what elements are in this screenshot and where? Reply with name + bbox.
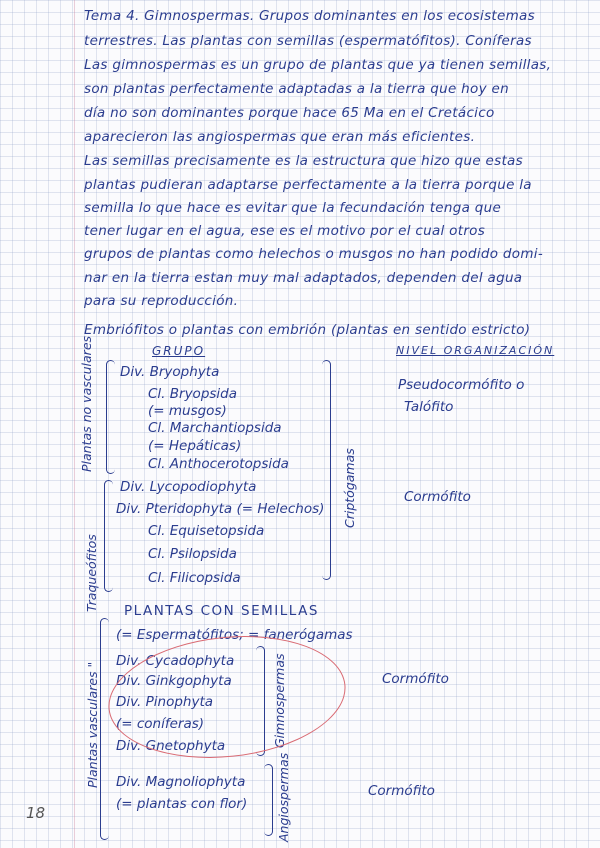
group-item: Div. Gnetophyta (116, 738, 226, 754)
group-item: (= plantas con flor) (116, 796, 248, 812)
text-line: semilla lo que hace es evitar que la fecundación tenga que (84, 200, 502, 216)
level-text: Pseudocormófito o (398, 377, 525, 393)
page-number: 18 (26, 804, 46, 822)
group-item: Cl. Equisetopsida (148, 523, 265, 539)
text-line: terrestres. Las plantas con semillas (espermatófitos). Coníferas (84, 33, 532, 49)
text-line: plantas pudieran adaptarse perfectamente a la tierra porque la (84, 177, 532, 193)
text-line: grupos de plantas como helechos o musgos no han podido domi- (84, 246, 543, 262)
group-item: Cl. Anthocerotopsida (148, 456, 289, 472)
label-traqueofitos: Traqueófitos (84, 534, 99, 612)
group-heading-semillas: PLANTAS CON SEMILLAS (124, 603, 319, 619)
text-line: tener lugar en el agua, ese es el motivo por el cual otros (84, 223, 486, 239)
text-line: nar en la tierra estan muy mal adaptados, dependen del agua (84, 270, 523, 286)
group-item: Cl. Psilopsida (148, 546, 237, 562)
group-item: Cl. Filicopsida (148, 570, 241, 586)
label-plantas-no-vasculares: Plantas no vasculares (79, 335, 94, 472)
group-item: (= Espermatófitos; = fanerógamas (116, 627, 353, 643)
text-line: Las semillas precisamente es la estructura que hizo que estas (84, 153, 523, 169)
group-item: (= Hepáticas) (148, 438, 242, 454)
label-plantas-vasculares: Plantas vasculares " (85, 661, 100, 788)
level-text: Talófito (404, 399, 454, 415)
level-text: Cormófito (404, 489, 471, 505)
level-text: Cormófito (382, 671, 449, 687)
text-line: día no son dominantes porque hace 65 Ma en el Cretácico (84, 105, 495, 121)
text-line: para su reproducción. (84, 293, 239, 309)
level-text: Cormófito (368, 783, 435, 799)
brace-criptogamas (322, 360, 331, 580)
text-line: aparecieron las angiospermas que eran más eficientes. (84, 129, 476, 145)
header-grupo: GRUPO (152, 344, 206, 358)
text-line: son plantas perfectamente adaptadas a la tierra que hoy en (84, 81, 509, 97)
group-item: Div. Bryophyta (120, 364, 220, 380)
text-line: Tema 4. Gimnospermas. Grupos dominantes en los ecosistemas (84, 8, 535, 24)
group-item: (= coníferas) (116, 716, 205, 732)
brace-no-vasculares (106, 360, 115, 474)
group-item: Div. Magnoliophyta (116, 774, 246, 790)
group-item: Div. Cycadophyta (116, 653, 235, 669)
group-item: Div. Pinophyta (116, 694, 214, 710)
group-item: Div. Pteridophyta (= Helechos) (116, 501, 325, 517)
text-line: Las gimnospermas es un grupo de plantas que ya tienen semillas, (84, 57, 552, 73)
brace-angiospermas (264, 764, 273, 836)
group-item: Cl. Bryopsida (148, 386, 238, 402)
group-item: Cl. Marchantiopsida (148, 420, 282, 436)
margin-line (74, 0, 75, 848)
group-item: Div. Ginkgophyta (116, 673, 232, 689)
header-nivel: NIVEL ORGANIZACIÓN (396, 344, 555, 357)
section-title: Embriófitos o plantas con embrión (plantas en sentido estricto) (84, 322, 531, 338)
brace-traqueofitos (104, 480, 113, 592)
label-criptogamas: Criptógamas (342, 448, 357, 528)
label-gimnospermas: Gimnospermas (272, 653, 287, 748)
group-item: Div. Lycopodiophyta (120, 479, 257, 495)
group-item: (= musgos) (148, 403, 227, 419)
brace-plantas-vasculares (100, 618, 109, 840)
label-angiospermas: Angiospermas (276, 752, 291, 842)
